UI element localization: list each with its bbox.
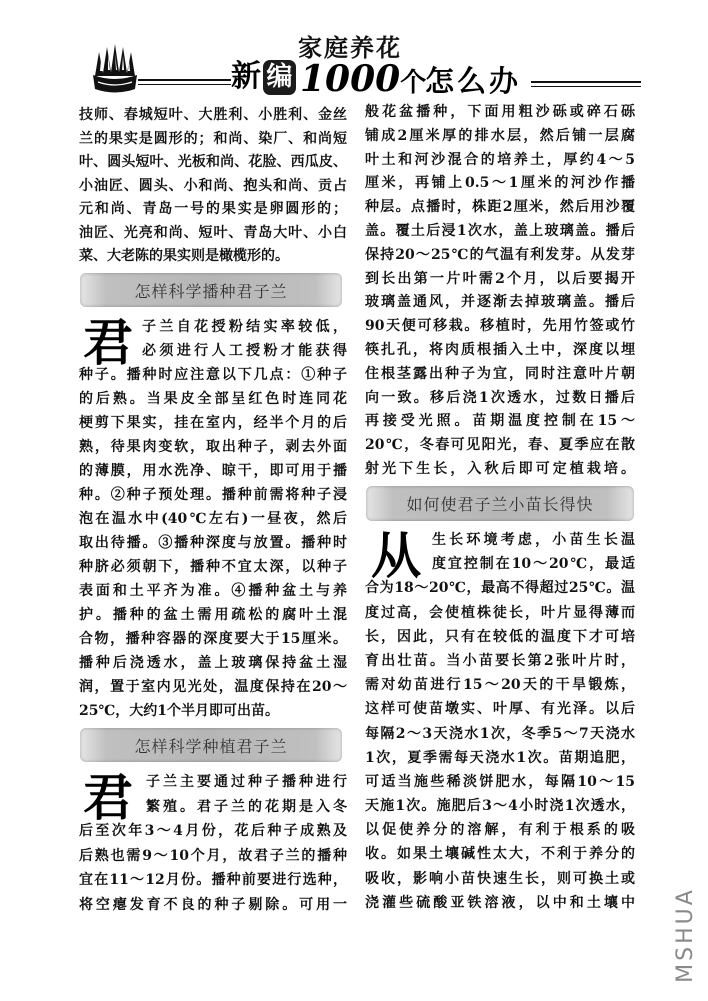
text-line: 这样可使苗墩实、叶厚、有光泽。以后	[365, 701, 635, 718]
text-line: 保持20～25℃的气温有利发芽。从发芽	[365, 246, 635, 263]
text-line: 铺成2厘米厚的排水层，然后铺一层腐	[365, 127, 635, 144]
planting-continuation	[365, 101, 635, 482]
section-planting-body	[79, 770, 347, 917]
text-line: 合为18～20℃，最高不得超过25℃。温	[365, 580, 635, 597]
text-line: 育出壮苗。当小苗要长第2张叶片时，	[365, 652, 635, 669]
text-line: 种脐必须朝下，播种不宜太深，以种子	[79, 559, 347, 575]
intro-paragraph	[79, 104, 347, 269]
header-count-unit: 个	[400, 68, 427, 98]
text-line: 将空瘪发育不良的种子剔除。可用一	[79, 896, 347, 913]
text-line: 的薄膜，用水洗净、晾干，即可用于播	[79, 463, 347, 479]
text-line: 筷扎孔，将肉质根插入土中，深度以埋	[365, 341, 635, 358]
text-line: 熟，待果肉变软，取出种子，剥去外面	[79, 439, 347, 455]
text-line: 每隔2～3天浇水1次，冬季5～7天浇水	[365, 725, 635, 742]
text-line: 元和尚、青岛一号的果实是卵圆形的；	[79, 201, 347, 217]
text-line: 生长环境考虑，小苗生长温	[432, 532, 635, 548]
text-line: 需对幼苗进行15～20天的干旱锻炼，	[365, 677, 635, 694]
text-line: 油匠、光亮和尚、短叶、青岛大叶、小白	[79, 224, 347, 241]
header-prefix-edit: 编	[263, 60, 296, 95]
text-line: 表面和土平齐为准。④播种盆土与养	[79, 583, 347, 599]
text-line: 般花盆播种，下面用粗沙砾或碎石砾	[365, 104, 635, 120]
text-line: 润，置于室内见光处，温度保持在20～	[79, 679, 347, 695]
text-line: 1次，夏季需每天浇水1次。苗期追肥，	[365, 749, 635, 766]
text-line: 种层。点播时，株距2厘米，然后用沙覆	[365, 199, 635, 216]
section-heading-planting: 怎样科学种植君子兰	[80, 728, 342, 762]
header-rule-right	[531, 81, 641, 87]
plant-crown-icon	[92, 44, 138, 94]
text-line: 种。②种子预处理。播种前需将种子浸	[79, 487, 347, 503]
header-prefix-new: 新	[231, 59, 261, 94]
text-line: 浇灌些硫酸亚铁溶液，以中和土壤中	[365, 894, 635, 911]
text-line: 合物，播种容器的深度要大于15厘米。	[79, 631, 347, 647]
text-line: 可适当施些稀淡饼肥水，每隔10～15	[365, 773, 635, 790]
text-line: 菜、大老陈的果实则是橄榄形的。	[79, 248, 289, 264]
section-sowing-body	[79, 315, 347, 723]
text-line: 梗剪下果实，挂在室内，经半个月的后	[79, 415, 347, 431]
text-line: 子兰主要通过种子播种进行	[146, 774, 347, 790]
text-line: 吸收，影响小苗快速生长，则可换土或	[365, 870, 635, 887]
text-line: 种子。播种时应注意以下几点：①种子	[79, 367, 347, 383]
text-line: 叶土和河沙混合的培养土，厚约4～5	[365, 151, 635, 168]
text-line: 长，因此，只有在较低的温度下才可培	[365, 628, 635, 645]
text-line: 射光下生长，入秋后即可定植栽培。	[365, 460, 635, 477]
text-line: 度过高，会使植株徒长，叶片显得薄而	[365, 604, 635, 621]
watermark: MSHUA	[673, 887, 698, 983]
text-line: 后至次年3～4月份，花后种子成熟及	[79, 823, 347, 839]
text-line: 的后熟。当果皮全部呈红色时连同花	[79, 391, 347, 407]
drop-cap: 君	[83, 314, 133, 372]
text-line: 叶、圆头短叶、光板和尚、花脸、西瓜皮、	[79, 154, 347, 170]
text-line: 向一致。移后浇1次透水，过数日播后	[365, 389, 635, 406]
text-line: 25℃，大约1个半月即可出苗。	[79, 703, 279, 719]
text-line: 取出待播。③播种深度与放置。播种时	[79, 535, 347, 551]
header-topic: 家庭养花	[298, 34, 402, 62]
text-line: 宜在11～12月份。播种前要进行选种，	[79, 872, 347, 888]
text-line: 再接受光照。苗期温度控制在15～	[365, 413, 635, 430]
text-line: 兰的果实是圆形的；和尚、染厂、和尚短	[79, 130, 347, 147]
text-line: 度宜控制在10～20℃，最适	[432, 556, 635, 573]
text-line: 泡在温水中(40℃左右)一昼夜，然后	[79, 511, 347, 527]
text-line: 90天便可移栽。移植时，先用竹签或竹	[365, 318, 635, 335]
drop-cap: 从	[371, 527, 421, 585]
text-line: 收。如果土壤碱性太大，不利于养分的	[365, 846, 635, 863]
text-line: 播种后浇透水，盖上玻璃保持盆土湿	[79, 655, 347, 671]
section-seedling-body	[365, 528, 635, 915]
section-heading-sowing: 怎样科学播种君子兰	[80, 273, 342, 307]
text-line: 技师、春城短叶、大胜利、小胜利、金丝	[79, 107, 347, 123]
header-rule-left	[138, 79, 231, 85]
text-line: 子兰自花授粉结实率较低，	[142, 319, 347, 335]
text-line: 必须进行人工授粉才能获得	[142, 343, 347, 359]
text-line: 住根茎露出种子为宜，同时注意叶片朝	[365, 365, 635, 382]
text-line: 天施1次。施肥后3～4小时浇1次透水，	[365, 798, 635, 815]
header-count	[300, 58, 426, 107]
text-line: 小油匠、圆头、小和尚、抱头和尚、贡占	[79, 177, 347, 194]
text-line: 厘米，再铺上0.5～1厘米的河沙作播	[365, 175, 635, 192]
section-heading-seedling: 如何使君子兰小苗长得快	[366, 486, 634, 521]
drop-cap: 君	[83, 769, 133, 827]
text-line: 护。播种的盆土需用疏松的腐叶土混	[79, 607, 347, 623]
text-line: 繁殖。君子兰的花期是入冬	[146, 798, 347, 815]
text-line: 到长出第一片叶需2个月，以后要揭开	[365, 270, 635, 287]
text-line: 20℃，冬春可见阳光，春、夏季应在散	[365, 437, 635, 454]
header-question: 怎么办	[425, 64, 522, 98]
text-line: 盖。覆土后浸1次水，盖上玻璃盖。播后	[365, 222, 635, 239]
text-line: 以促使养分的溶解，有利于根系的吸	[365, 822, 635, 839]
text-line: 玻璃盖通风，并逐渐去掉玻璃盖。播后	[365, 294, 635, 311]
text-line: 后熟也需9～10个月，故君子兰的播种	[79, 847, 347, 864]
header-count-number: 1000	[300, 58, 401, 100]
